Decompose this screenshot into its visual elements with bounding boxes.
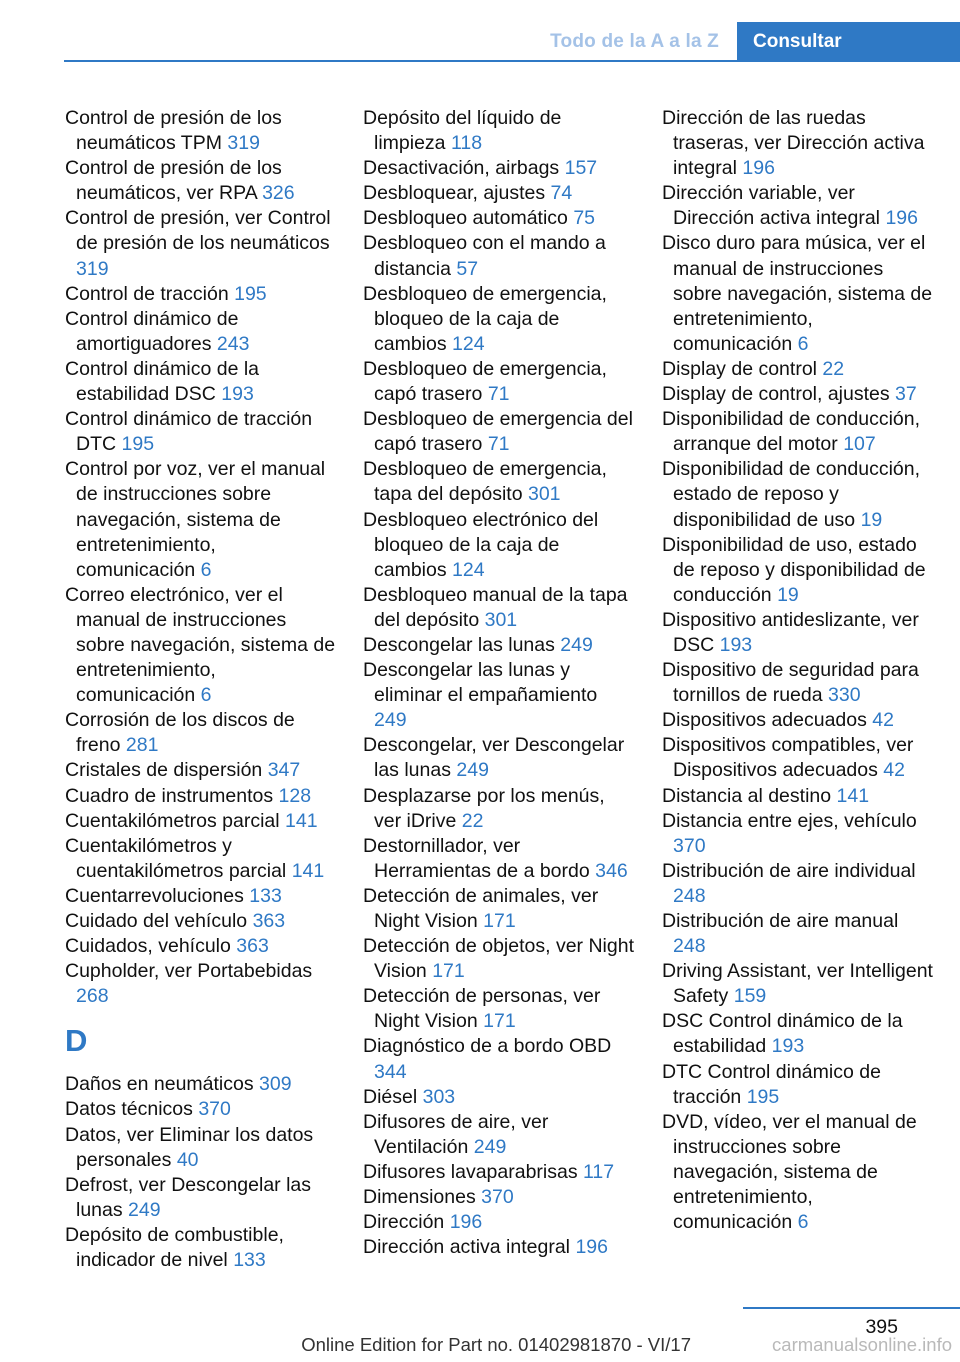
entry-text: Descongelar las lunas y eliminar el empañamiento (363, 659, 598, 707)
entry-text: Corrosión de los discos de freno (65, 709, 295, 757)
index-entry (662, 357, 934, 382)
edition-note: Online Edition for Part no. 01402981870 - VI/17 (301, 1334, 691, 1355)
page-header (0, 0, 960, 62)
page-link[interactable]: 124 (452, 332, 485, 355)
index-entry (363, 984, 635, 1034)
index-entry (65, 357, 337, 407)
index-entry (363, 633, 635, 658)
index-entry (65, 407, 337, 457)
index-entry (363, 1185, 635, 1210)
page-link[interactable]: 6 (200, 684, 212, 707)
index-entry (65, 282, 337, 307)
index-entry (662, 784, 934, 809)
index-entry (662, 382, 934, 407)
index-entry (363, 231, 635, 281)
index-entry (662, 457, 934, 532)
page-link[interactable]: 22 (461, 809, 484, 832)
index-column-3 (662, 106, 934, 1235)
entry-text: Dirección variable, ver Dirección activa integral (662, 182, 881, 230)
entry-text: Desbloquear, ajustes (363, 182, 546, 205)
index-entry (363, 156, 635, 181)
entry-text: Disco duro para música, ver el manual de instrucciones sobre navegación, sistema de entretenimiento, comunicación (662, 232, 933, 355)
index-entry (65, 758, 337, 783)
page-link[interactable]: 117 (583, 1160, 615, 1183)
entry-text: Defrost, ver Descongelar las lunas (65, 1173, 312, 1221)
entry-text: Control dinámico de la estabilidad DSC (65, 357, 260, 406)
index-entry (65, 206, 337, 281)
page-link[interactable]: 319 (227, 132, 260, 155)
page-number: 395 (865, 1316, 898, 1338)
index-entry (65, 934, 337, 959)
entry-text: Depósito del líquido de limpieza (363, 107, 562, 155)
index-entry (662, 959, 934, 1009)
entry-text: Distribución de aire individual (662, 859, 916, 882)
index-entry (65, 457, 337, 582)
index-entry (662, 909, 934, 959)
page-link[interactable]: 249 (473, 1135, 507, 1158)
page-link[interactable]: 171 (483, 1010, 516, 1033)
page-link[interactable]: 303 (422, 1085, 456, 1108)
index-entry (65, 1097, 337, 1122)
entry-text: Daños en neumáticos (65, 1073, 254, 1096)
entry-text: Disponibilidad de uso, estado de reposo y disponibilidad de conducción (662, 533, 926, 606)
entry-text: Distancia al destino (662, 784, 832, 807)
entry-text: Datos, ver Eliminar los datos personales (65, 1123, 314, 1171)
index-entry (363, 1085, 635, 1110)
page-link[interactable]: 171 (432, 960, 465, 983)
index-entry (363, 206, 635, 231)
page-link[interactable]: 249 (128, 1198, 161, 1221)
index-entry (363, 1034, 635, 1084)
entry-text: Desbloqueo manual de la tapa del depósito (363, 583, 628, 631)
entry-text: Distancia entre ejes, vehículo (662, 809, 917, 832)
page-link[interactable]: 370 (673, 834, 706, 857)
page-link[interactable]: 363 (236, 935, 269, 958)
index-entry (65, 909, 337, 934)
entry-text: Cuentakilómetros parcial (65, 809, 280, 832)
entry-text: Difusores de aire, ver Ventilación (363, 1110, 549, 1158)
index-entry (363, 1210, 635, 1235)
page-link[interactable]: 37 (895, 383, 917, 406)
entry-text: Desactivación, airbags (363, 157, 560, 180)
index-entry (363, 508, 635, 583)
entry-text: Dirección activa integral (363, 1236, 571, 1259)
entry-text: Driving Assistant, ver Intelligent Safety (662, 960, 933, 1008)
index-entry (662, 533, 934, 608)
index-entry (662, 231, 934, 356)
index-entry (363, 106, 635, 156)
entry-text: Desbloqueo con el mando a distancia (363, 232, 606, 280)
index-entry (65, 583, 337, 708)
index-entry (363, 407, 635, 457)
index-entry (363, 784, 635, 834)
index-entry (363, 1110, 635, 1160)
entry-text: Distribución de aire manual (662, 910, 899, 932)
index-entry (363, 834, 635, 884)
page-link[interactable]: 157 (564, 157, 598, 180)
entry-text: Correo electrónico, ver el manual de instrucciones sobre navegación, sistema de entretenimiento, comunicación (65, 583, 336, 707)
index-entry (65, 1223, 337, 1273)
page-link[interactable]: 319 (76, 257, 109, 280)
index-entry (65, 106, 337, 156)
index-entry (363, 1235, 635, 1260)
page-link[interactable]: 6 (797, 1211, 809, 1234)
page-link[interactable]: 326 (262, 182, 295, 205)
index-entry (363, 457, 635, 507)
page-link[interactable]: 193 (221, 383, 254, 406)
entry-text: Desbloqueo electrónico del bloqueo de la caja de cambios (363, 508, 599, 581)
index-entry (662, 809, 934, 859)
entry-text: Desbloqueo de emergencia del capó trasero (363, 408, 633, 456)
index-column-2 (363, 106, 635, 1260)
page-link[interactable]: 22 (822, 357, 845, 380)
entry-text: Desbloqueo de emergencia, bloqueo de la caja de cambios (363, 282, 607, 355)
index-entry (662, 1110, 934, 1235)
tab-consultar[interactable]: Consultar (737, 22, 960, 62)
page-link[interactable]: 75 (573, 207, 596, 230)
entry-text: Dispositivos compatibles, ver Dispositivos adecuados (662, 734, 914, 782)
entry-text: Descongelar las lunas (363, 633, 555, 656)
page-link[interactable]: 128 (278, 784, 312, 807)
page-link[interactable]: 248 (673, 884, 706, 907)
entry-text: Dimensiones (363, 1186, 476, 1209)
page-link[interactable]: 19 (777, 583, 799, 606)
entry-text: Control de presión de los neumáticos, ver RPA (65, 157, 282, 205)
entry-text: Cristales de dispersión (65, 759, 263, 782)
entry-text: Disponibilidad de conducción, estado de reposo y disponibilidad de uso (662, 458, 921, 531)
page-link[interactable]: 195 (121, 433, 155, 456)
index-entry (363, 181, 635, 206)
entry-text: Dispositivo de seguridad para tornillos de rueda (662, 659, 919, 707)
entry-text: Destornillador, ver Herramientas de a bordo (363, 834, 590, 882)
index-entry (662, 181, 934, 231)
entry-text: DSC Control dinámico de la estabilidad (662, 1010, 903, 1058)
entry-text: Dispositivo antideslizante, ver DSC (662, 608, 919, 656)
index-entry (662, 1009, 934, 1059)
page-link[interactable]: 249 (374, 709, 407, 732)
entry-text: Display de control, ajustes (662, 383, 890, 406)
entry-text: Control dinámico de tracción DTC (65, 408, 313, 456)
index-entry (662, 733, 934, 783)
page-link[interactable]: 42 (872, 709, 894, 732)
entry-text: Desbloqueo de emergencia, tapa del depósito (363, 458, 607, 506)
index-entry (662, 106, 934, 181)
index-entry (662, 407, 934, 457)
page-link[interactable]: 107 (843, 433, 876, 456)
index-entry (363, 583, 635, 633)
page-link[interactable]: 141 (836, 784, 870, 807)
index-entry (363, 733, 635, 783)
page-link[interactable]: 71 (487, 433, 510, 456)
watermark: carmanualsonline.info (772, 1334, 952, 1355)
index-column-1 (65, 106, 337, 1273)
index-entry (65, 1123, 337, 1173)
index-entry (662, 859, 934, 909)
page-link[interactable]: 196 (885, 207, 918, 230)
page-link[interactable]: 19 (860, 508, 883, 531)
entry-text: Diésel (363, 1085, 418, 1108)
index-entry (363, 884, 635, 934)
index-entry (65, 156, 337, 206)
index-entry (363, 357, 635, 407)
entry-text: Control de presión de los neumáticos TPM (65, 107, 282, 155)
page-link[interactable]: 370 (198, 1098, 231, 1121)
index-entry (65, 1173, 337, 1223)
index-entry (65, 809, 337, 834)
page-link[interactable]: 363 (252, 910, 286, 932)
index-entry (65, 307, 337, 357)
page-link[interactable]: 248 (673, 935, 706, 958)
header-divider (64, 60, 960, 62)
entry-text: Diagnóstico de a bordo OBD (363, 1035, 612, 1058)
page-link[interactable]: 42 (883, 759, 905, 782)
page-link[interactable]: 346 (595, 859, 628, 882)
index-entry (65, 1072, 337, 1097)
entry-text: Display de control (662, 357, 817, 380)
index-entry (363, 934, 635, 984)
entry-text: Dirección de las ruedas traseras, ver Dirección activa integral (662, 107, 925, 180)
page-link[interactable]: 141 (291, 859, 325, 882)
page-link[interactable]: 370 (481, 1186, 514, 1209)
page-link[interactable]: 171 (483, 910, 516, 932)
page-link[interactable]: 330 (828, 684, 861, 707)
entry-text: Detección de animales, ver Night Vision (363, 884, 599, 932)
page-link[interactable]: 195 (234, 282, 267, 305)
page-link[interactable]: 124 (452, 558, 485, 581)
page-link[interactable]: 6 (200, 558, 212, 581)
page-link[interactable]: 195 (746, 1085, 780, 1108)
entry-text: Cuadro de instrumentos (65, 784, 274, 807)
index-entry (65, 834, 337, 884)
entry-text: Detección de personas, ver Night Vision (363, 985, 601, 1033)
footer-divider (743, 1307, 960, 1309)
entry-text: Cuidados, vehículo (65, 935, 231, 958)
index-entry (662, 608, 934, 658)
entry-text: Control de presión, ver Control de presión de los neumáticos (65, 207, 331, 255)
index-entry (65, 708, 337, 758)
page-link[interactable]: 243 (216, 332, 250, 355)
entry-text: DTC Control dinámico de tracción (662, 1060, 881, 1108)
page-link[interactable]: 268 (76, 985, 109, 1008)
page-link[interactable]: 141 (285, 809, 318, 832)
entry-text: Detección de objetos, ver Night Vision (363, 935, 634, 983)
page-link[interactable]: 196 (742, 157, 775, 180)
entry-text: Control de tracción (65, 282, 229, 305)
index-entry (363, 658, 635, 733)
page-link[interactable]: 301 (484, 608, 518, 631)
entry-text: Cuidado del vehículo (65, 910, 248, 932)
index-entry (363, 1160, 635, 1185)
index-entry (662, 1060, 934, 1110)
page-link[interactable]: 40 (176, 1148, 199, 1171)
index-entry (65, 784, 337, 809)
entry-text: Disponibilidad de conducción, arranque del motor (662, 408, 921, 456)
entry-text: Desplazarse por los menús, ver iDrive (363, 784, 605, 832)
page-link[interactable]: 193 (719, 633, 753, 656)
page-link[interactable]: 281 (125, 734, 159, 757)
entry-text: Dirección (363, 1211, 445, 1234)
entry-text: Desbloqueo automático (363, 207, 568, 230)
page-link[interactable]: 196 (575, 1236, 608, 1259)
page-link[interactable]: 347 (267, 759, 301, 782)
page-link[interactable]: 133 (233, 1249, 266, 1272)
index-entry (363, 282, 635, 357)
entry-text: Cuentarrevoluciones (65, 884, 244, 907)
page-link[interactable]: 193 (771, 1035, 805, 1058)
entry-text: DVD, vídeo, ver el manual de instrucciones sobre navegación, sistema de entretenimiento, comunicación (662, 1110, 917, 1234)
breadcrumb[interactable]: Todo de la A a la Z (550, 31, 719, 52)
entry-text: Depósito de combustible, indicador de nivel (65, 1223, 284, 1272)
entry-text: Dispositivos adecuados (662, 709, 867, 732)
page-link[interactable]: 344 (374, 1060, 407, 1083)
section-letter: D (65, 1023, 88, 1059)
page-link[interactable]: 118 (450, 132, 483, 155)
entry-text: Datos técnicos (65, 1098, 193, 1121)
page-link[interactable]: 6 (797, 332, 809, 355)
page-link[interactable]: 74 (550, 182, 573, 205)
entry-text: Cuentakilómetros y cuentakilómetros parcial (65, 834, 287, 882)
page-link[interactable]: 196 (449, 1211, 483, 1234)
entry-text: Difusores lavaparabrisas (363, 1160, 578, 1183)
entry-text: Control dinámico de amortiguadores (65, 307, 239, 355)
index-entry (65, 884, 337, 909)
page-link[interactable]: 309 (259, 1073, 292, 1096)
page-link[interactable]: 249 (560, 633, 593, 656)
index-entry (662, 658, 934, 708)
page-link[interactable]: 301 (527, 483, 561, 506)
page-link[interactable]: 71 (487, 383, 510, 406)
index-entry (65, 959, 337, 1009)
entry-text: Desbloqueo de emergencia, capó trasero (363, 357, 607, 406)
page-link[interactable]: 249 (456, 759, 489, 782)
entry-text: Descongelar, ver Descongelar las lunas (363, 734, 625, 782)
page-link[interactable]: 159 (733, 985, 767, 1008)
entry-text: Control por voz, ver el manual de instrucciones sobre navegación, sistema de entretenimiento, comunicación (65, 458, 326, 581)
page-link[interactable]: 133 (249, 884, 282, 907)
entry-text: Cupholder, ver Portabebidas (65, 960, 313, 983)
page-link[interactable]: 57 (456, 257, 479, 280)
index-entry (662, 708, 934, 733)
